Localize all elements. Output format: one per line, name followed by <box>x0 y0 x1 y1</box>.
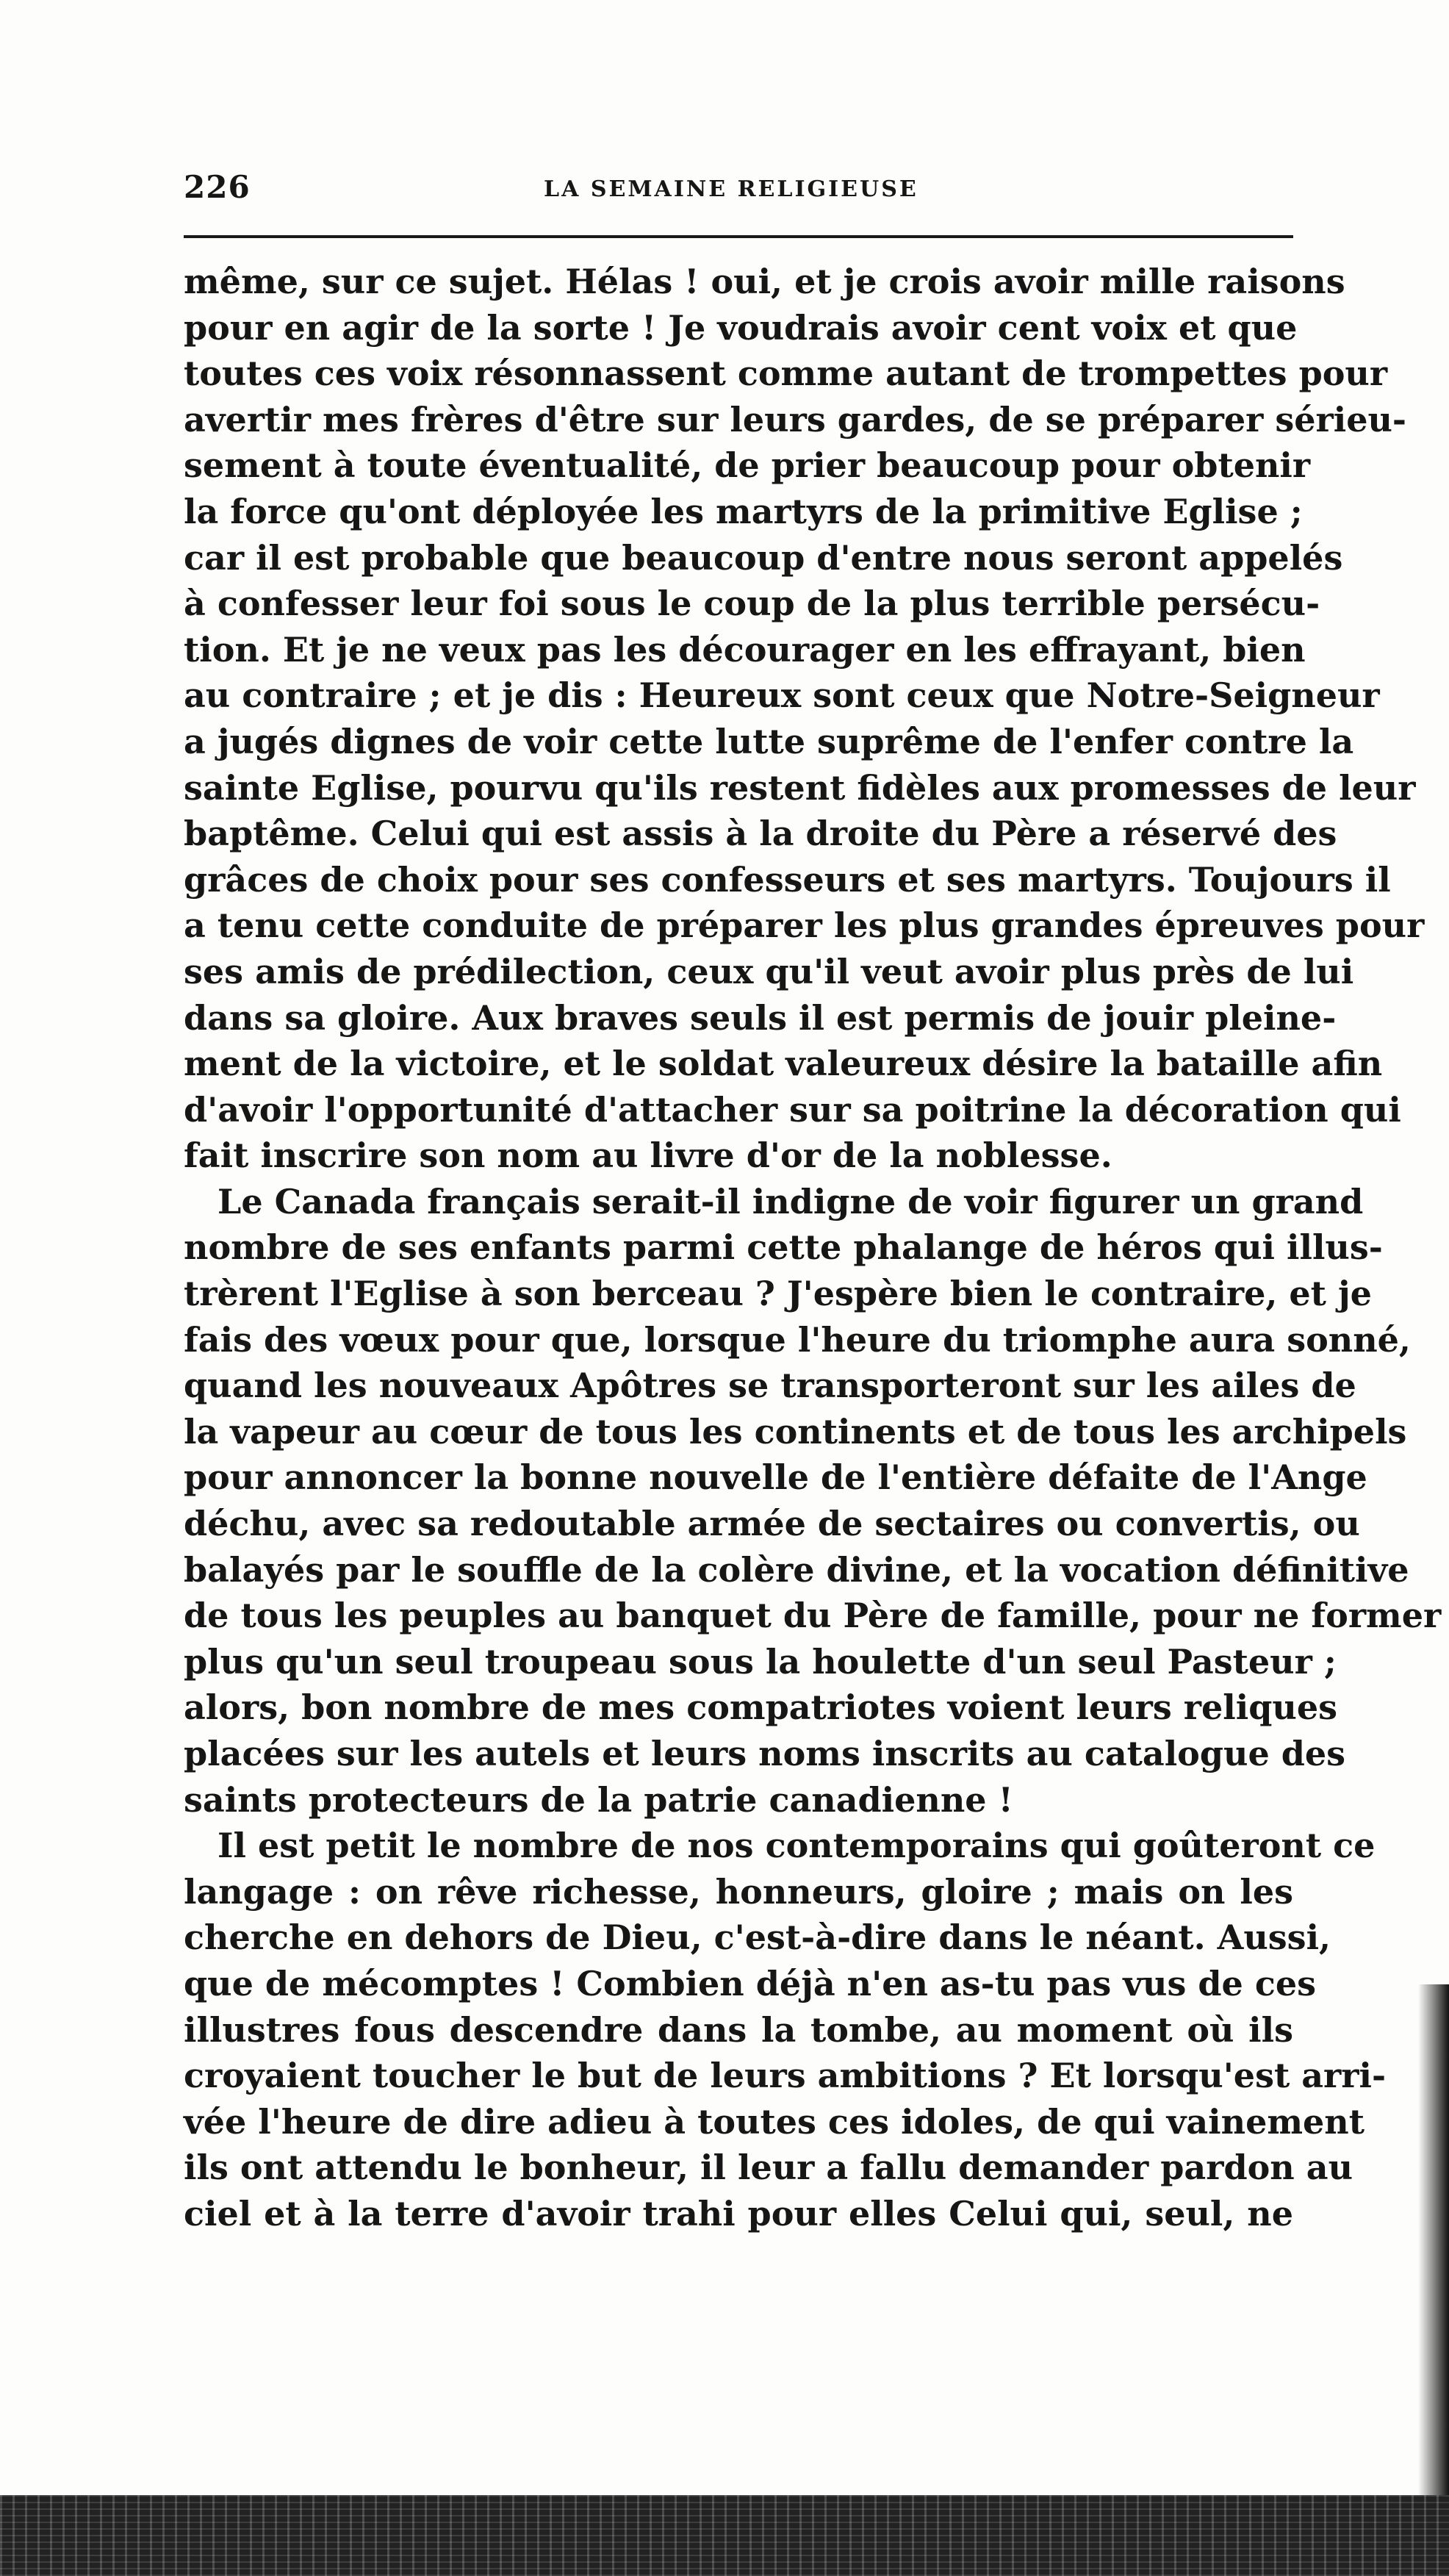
text-line: alors, bon nombre de mes compatriotes voient leurs reliques <box>184 1687 1338 1728</box>
text-line: à confesser leur foi sous le coup de la plus terrible persécu- <box>184 584 1320 624</box>
page-edge-shadow <box>1418 1984 1449 2499</box>
text-line: tion. Et je ne veux pas les décourager en les effrayant, bien <box>184 629 1306 670</box>
text-line: plus qu'un seul troupeau sous la houlette d'un seul Pasteur ; <box>184 1641 1337 1682</box>
text-line: a tenu cette conduite de préparer les plus grandes épreuves pour <box>184 905 1425 946</box>
text-line: ils ont attendu le bonheur, il leur a fallu demander pardon au <box>184 2148 1353 2188</box>
text-line: ses amis de prédilection, ceux qu'il veut avoir plus près de lui <box>184 951 1354 991</box>
text-line: même, sur ce sujet. Hélas ! oui, et je crois avoir mille raisons <box>184 262 1345 301</box>
text-line: de tous les peuples au banquet du Père de famille, pour ne former <box>184 1596 1442 1636</box>
text-line: toutes ces voix résonnassent comme autant de trompettes pour <box>184 354 1388 394</box>
text-line: pour annoncer la bonne nouvelle de l'entière défaite de l'Ange <box>184 1457 1367 1498</box>
text-line: balayés par le souffle de la colère divine, et la vocation définitive <box>184 1549 1409 1590</box>
scan-bottom-border <box>0 2495 1449 2576</box>
text-line: d'avoir l'opportunité d'attacher sur sa poitrine la décoration qui <box>184 1089 1401 1130</box>
text-line: avertir mes frères d'être sur leurs gardes, de se préparer sérieu- <box>184 399 1407 440</box>
text-line: placées sur les autels et leurs noms inscrits au catalogue des <box>184 1734 1346 1773</box>
running-head <box>184 169 1293 220</box>
text-line: car il est probable que beaucoup d'entre nous seront appelés <box>184 537 1343 578</box>
text-line: que de mécomptes ! Combien déjà n'en as-tu pas vus de ces <box>184 1963 1316 2003</box>
text-line: langage : on rêve richesse, honneurs, gloire ; mais on les <box>184 1871 1293 1912</box>
text-line: cherche en dehors de Dieu, c'est-à-dire dans le néant. Aussi, <box>184 1917 1331 1958</box>
body-text <box>184 259 1442 2237</box>
text-line: sainte Eglise, pourvu qu'ils restent fidèles aux promesses de leur <box>184 767 1416 808</box>
text-line: a jugés dignes de voir cette lutte suprême de l'enfer contre la <box>184 721 1354 761</box>
text-line: ment de la victoire, et le soldat valeureux désire la bataille afin <box>184 1044 1383 1084</box>
text-line: illustres fous descendre dans la tombe, au moment où ils <box>184 2009 1293 2050</box>
text-line: quand les nouveaux Apôtres se transporteront sur les ailes de <box>184 1366 1356 1406</box>
text-line: au contraire ; et je dis : Heureux sont ceux que Notre-Seigneur <box>184 675 1380 716</box>
text-line: nombre de ses enfants parmi cette phalange de héros qui illus- <box>184 1227 1383 1268</box>
paragraph-end-line: saints protecteurs de la patrie canadienne ! <box>184 1779 1013 1820</box>
text-line: déchu, avec sa redoutable armée de sectaires ou convertis, ou <box>184 1504 1360 1544</box>
text-line: pour en agir de la sorte ! Je voudrais avoir cent voix et que <box>184 307 1298 348</box>
text-line: la force qu'ont déployée les martyrs de la primitive Eglise ; <box>184 491 1303 531</box>
text-line: vée l'heure de dire adieu à toutes ces idoles, de qui vainement <box>184 2101 1364 2142</box>
text-line: ciel et à la terre d'avoir trahi pour elles Celui qui, seul, ne <box>184 2193 1293 2234</box>
running-title: LA SEMAINE RELIGIEUSE <box>544 176 918 202</box>
paragraph-end-line: fait inscrire son nom au livre d'or de la noblesse. <box>184 1135 1112 1176</box>
text-line: grâces de choix pour ses confesseurs et ses martyrs. Toujours il <box>184 859 1391 900</box>
text-line: dans sa gloire. Aux braves seuls il est permis de jouir pleine- <box>184 997 1337 1038</box>
text-line: baptême. Celui qui est assis à la droite du Père a réservé des <box>184 814 1337 854</box>
text-line: fais des vœux pour que, lorsque l'heure du triomphe aura sonné, <box>184 1319 1411 1360</box>
text-line: sement à toute éventualité, de prier beaucoup pour obtenir <box>184 445 1311 486</box>
text-line: la vapeur au cœur de tous les continents et de tous les archipels <box>184 1411 1407 1452</box>
page-number: 226 <box>184 169 251 205</box>
text-line: croyaient toucher le but de leurs ambitions ? Et lorsqu'est arri- <box>184 2056 1387 2096</box>
paragraph-start-line: Le Canada français serait-il indigne de voir figurer un grand <box>217 1181 1364 1221</box>
header-rule <box>184 235 1293 238</box>
paragraph-start-line: Il est petit le nombre de nos contemporains qui goûteront ce <box>217 1826 1376 1866</box>
text-line: trèrent l'Eglise à son berceau ? J'espère bien le contraire, et je <box>184 1274 1372 1314</box>
